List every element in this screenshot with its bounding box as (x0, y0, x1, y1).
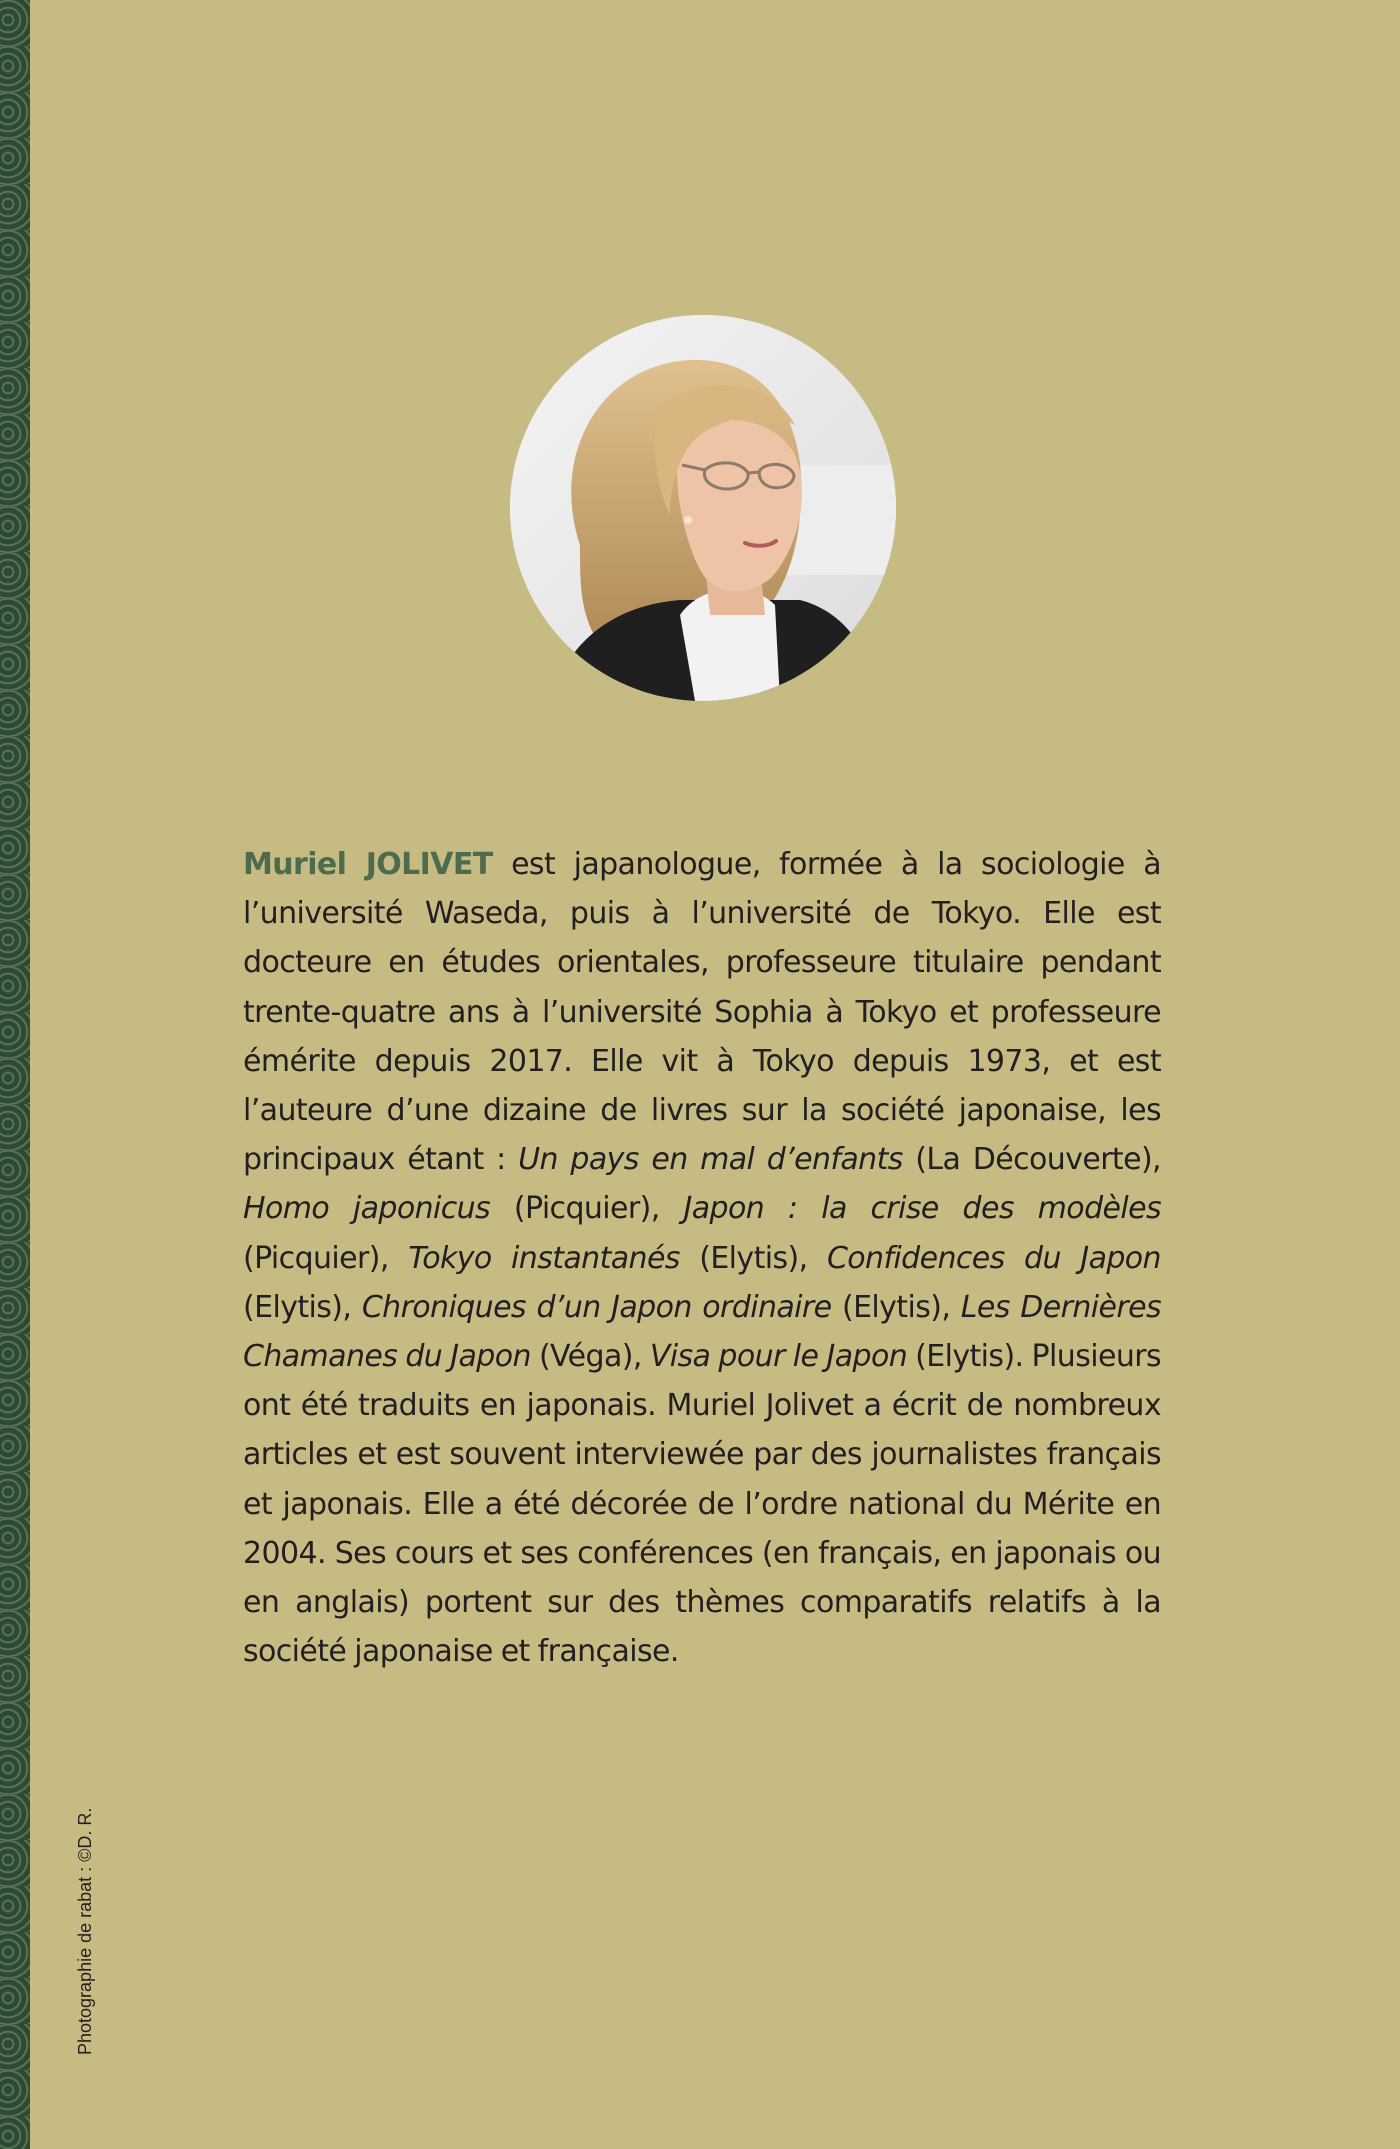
author-biography (243, 840, 1161, 1676)
bio-text-6: (Elytis), (243, 1289, 362, 1325)
book-title-1: Un pays en mal d’enfants (518, 1142, 903, 1178)
bio-text-8: (Véga), (530, 1339, 650, 1375)
book-title-5: Confidences du Japon (826, 1240, 1161, 1276)
bio-text-4: (Picquier), (243, 1240, 409, 1276)
bio-text-7: (Elytis), (831, 1289, 961, 1325)
book-title-4: Tokyo instantanés (408, 1240, 680, 1276)
portrait-illustration (510, 315, 896, 701)
bio-text-9: (Elytis). Plusieurs ont été traduits en japonais. Muriel Jolivet a écrit de nombreux articles et est souvent interviewée par des journalistes français et japonais. Elle a été décorée de l’ordre national du Mérite en 2004. Ses cours et ses conférences (en français, en japonais ou en anglais) portent sur des thèmes comparatifs relatifs à la société japonaise et française. (243, 1339, 1161, 1670)
bio-text-1: est japanologue, formée à la sociologie à l’université Waseda, puis à l’université de Tokyo. Elle est docteure en études orientales, professeure titulaire pendant trente-quatre ans à l’université Sophia à Tokyo et professeure émérite depuis 2017. Elle vit à Tokyo depuis 1973, et est l’auteure d’une dizaine de livres sur la société japonaise, les principaux étant : (243, 847, 1161, 1178)
author-portrait-photo (510, 315, 896, 701)
book-title-7: Les Dernières Chamanes du Japon (243, 1289, 1161, 1375)
decorative-border-strip (0, 0, 30, 2149)
photo-credit: Photographie de rabat : ©D. R. (75, 1807, 95, 2055)
bio-text-5: (Elytis), (679, 1240, 827, 1276)
book-title-3: Japon : la crise des modèles (683, 1191, 1161, 1227)
author-name: Muriel JOLIVET (243, 847, 493, 882)
book-title-2: Homo japonicus (243, 1191, 491, 1227)
book-title-8: Visa pour le Japon (649, 1339, 908, 1375)
bio-text-3: (Picquier), (490, 1191, 684, 1227)
book-title-6: Chroniques d’un Japon ordinaire (361, 1289, 832, 1325)
bio-text-2: (La Découverte), (902, 1142, 1161, 1178)
